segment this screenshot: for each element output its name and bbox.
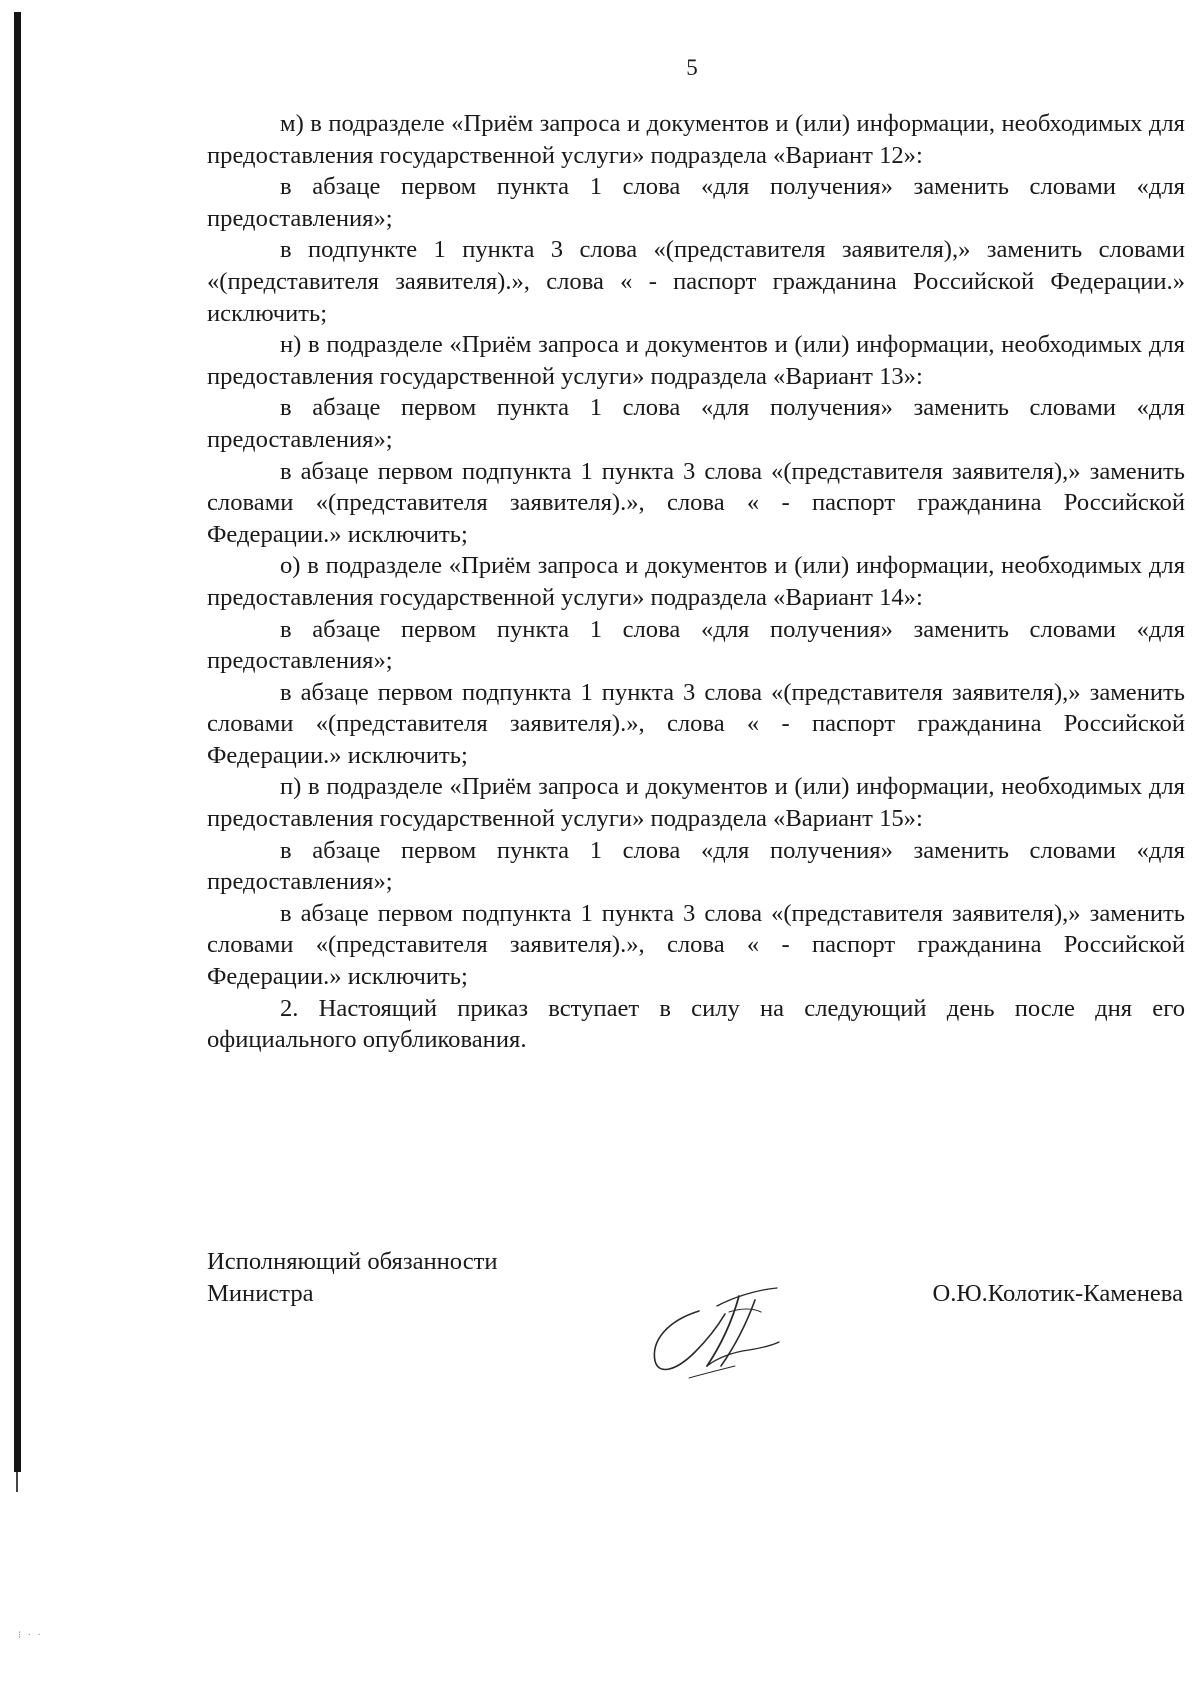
paragraph-v14-item-1: в абзаце первом пункта 1 слова «для получения» заменить словами «для предоставления»;: [207, 615, 1185, 675]
paragraph-n-variant-13: н) в подразделе «Приём запроса и документов и (или) информации, необходимых для предоставления государственной услуги» подраздела «Вариант 13»:: [207, 331, 1185, 390]
paragraph-p-variant-15: п) в подразделе «Приём запроса и документов и (или) информации, необходимых для предоставления государственной услуги» подраздела «Вариант 15»:: [207, 773, 1185, 833]
scan-noise-dots: ⁝ · ·: [18, 1630, 43, 1641]
paragraph-v15-item-1: в абзаце первом пункта 1 слова «для получения» заменить словами «для предоставления»;: [207, 836, 1185, 896]
signer-position-line-2: Министра: [207, 1280, 314, 1307]
paragraph-v14-item-3: в абзаце первом подпункта 1 пункта 3 слова «(представителя заявителя),» заменить словами «(представителя заявителя).», слова « - паспорт гражданина Российской Федерации.» исключить;: [207, 678, 1185, 769]
signature-block: [207, 1246, 1185, 1406]
paragraph-m-variant-12: м) в подразделе «Приём запроса и документов и (или) информации, необходимых для предоставления государственной услуги» подраздела «Вариант 12»:: [207, 110, 1185, 169]
handwritten-signature: [637, 1266, 787, 1386]
paragraph-o-variant-14: о) в подразделе «Приём запроса и документов и (или) информации, необходимых для предоставления государственной услуги» подраздела «Вариант 14»:: [207, 552, 1185, 611]
signer-name: О.Ю.Колотик-Каменева: [932, 1280, 1183, 1307]
scan-edge-bar: [14, 12, 21, 1472]
paragraph-v13-item-3: в абзаце первом подпункта 1 пункта 3 слова «(представителя заявителя),» заменить словами «(представителя заявителя).», слова « - паспорт гражданина Российской Федерации.» исключить;: [207, 457, 1185, 548]
paragraph-v15-item-3: в абзаце первом подпункта 1 пункта 3 слова «(представителя заявителя),» заменить словами «(представителя заявителя).», слова « - паспорт гражданина Российской Федерации.» исключить;: [207, 899, 1185, 991]
paragraph-effective-date: 2. Настоящий приказ вступает в силу на следующий день после дня его официального опубликования.: [207, 994, 1185, 1054]
page-number: 5: [686, 55, 698, 80]
paragraph-v12-item-1: в абзаце первом пункта 1 слова «для получения» заменить словами «для предоставления»;: [207, 173, 1185, 232]
paragraph-v13-item-1: в абзаце первом пункта 1 слова «для получения» заменить словами «для предоставления»;: [207, 394, 1185, 453]
document-body: [207, 108, 1185, 1056]
scan-edge-tail: [16, 1472, 18, 1492]
paragraph-v12-item-3: в подпункте 1 пункта 3 слова «(представителя заявителя),» заменить словами «(представителя заявителя).», слова « - паспорт гражданина Российской Федерации.» исключить;: [207, 236, 1185, 327]
signer-position-line-1: Исполняющий обязанности: [207, 1248, 498, 1275]
